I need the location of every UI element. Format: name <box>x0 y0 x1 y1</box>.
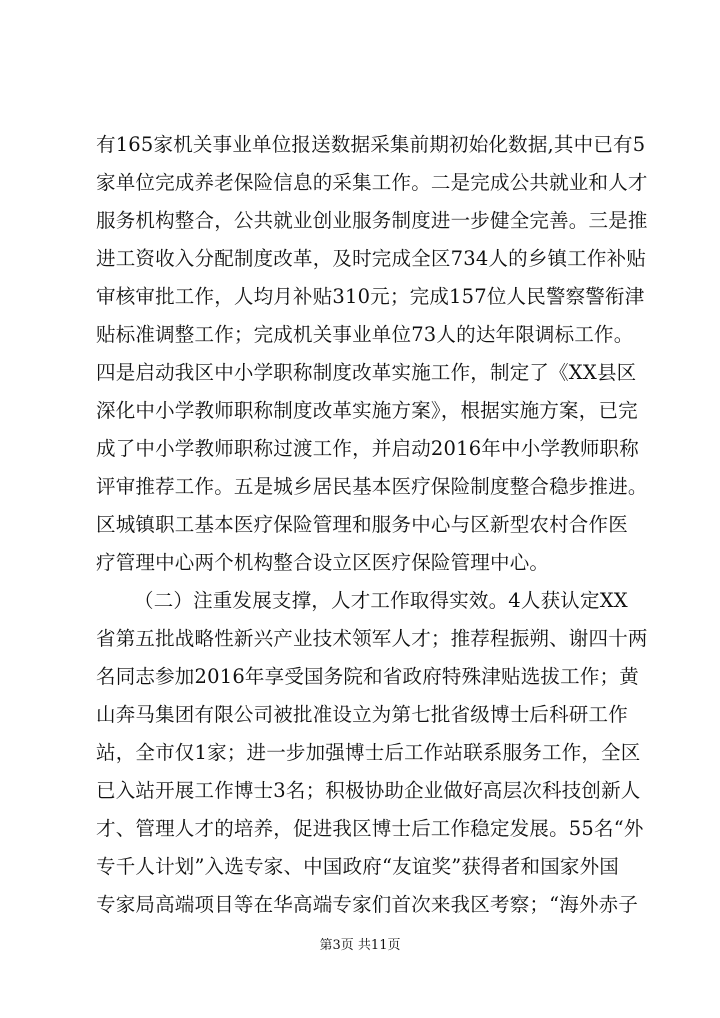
text-line: 贴标准调整工作；完成机关事业单位73人的达年限调标工作。 <box>96 323 634 346</box>
text-line: 疗管理中心两个机构整合设立区医疗保险管理中心。 <box>96 551 550 574</box>
text-line: 已入站开展工作博士3名；积极协助企业做好高层次科技创新人 <box>96 779 641 802</box>
text-line: 评审推荐工作。五是城乡居民基本医疗保险制度整合稳步推进。 <box>96 475 648 498</box>
text-line: 专千人计划”入选专家、中国政府“友谊奖”获得者和国家外国 <box>96 855 620 878</box>
text-line: 进工资收入分配制度改革，及时完成全区734人的乡镇工作补贴 <box>96 247 647 270</box>
text-line: 服务机构整合，公共就业创业服务制度进一步健全完善。三是推 <box>96 209 648 232</box>
text-line: 有165家机关事业单位报送数据采集前期初始化数据,其中已有5 <box>96 133 646 156</box>
text-line: 四是启动我区中小学职称制度改革实施工作，制定了《XX县区 <box>96 361 637 384</box>
text-line: 省第五批战略性新兴产业技术领军人才；推荐程振朔、谢四十两 <box>96 627 648 650</box>
text-line: 成了中小学教师职称过渡工作，并启动2016年中小学教师职称 <box>96 437 639 460</box>
text-line: 站，全市仅1家；进一步加强博士后工作站联系服务工作，全区 <box>96 741 641 764</box>
text-line: 才、管理人才的培养，促进我区博士后工作稳定发展。55名“外 <box>96 817 644 840</box>
text-line: 家单位完成养老保险信息的采集工作。二是完成公共就业和人才 <box>96 171 648 194</box>
page-number-footer: 第3页 共11页 <box>319 938 401 953</box>
text-line: 深化中小学教师职称制度改革实施方案》，根据实施方案，已完 <box>96 399 638 422</box>
text-line: 名同志参加2016年享受国务院和省政府特殊津贴选拔工作；黄 <box>96 665 639 688</box>
text-line: 专家局高端项目等在华高端专家们首次来我区考察；“海外赤子 <box>96 893 639 916</box>
text-line: 区城镇职工基本医疗保险管理和服务中心与区新型农村合作医 <box>96 513 628 536</box>
text-line: 山奔马集团有限公司被批准设立为第七批省级博士后科研工作 <box>96 703 628 726</box>
text-line: 审核审批工作，人均月补贴310元；完成157位人民警察警衔津 <box>96 285 645 308</box>
paragraph-start-line: （二）注重发展支撑，人才工作取得实效。4人获认定XX <box>134 589 628 612</box>
